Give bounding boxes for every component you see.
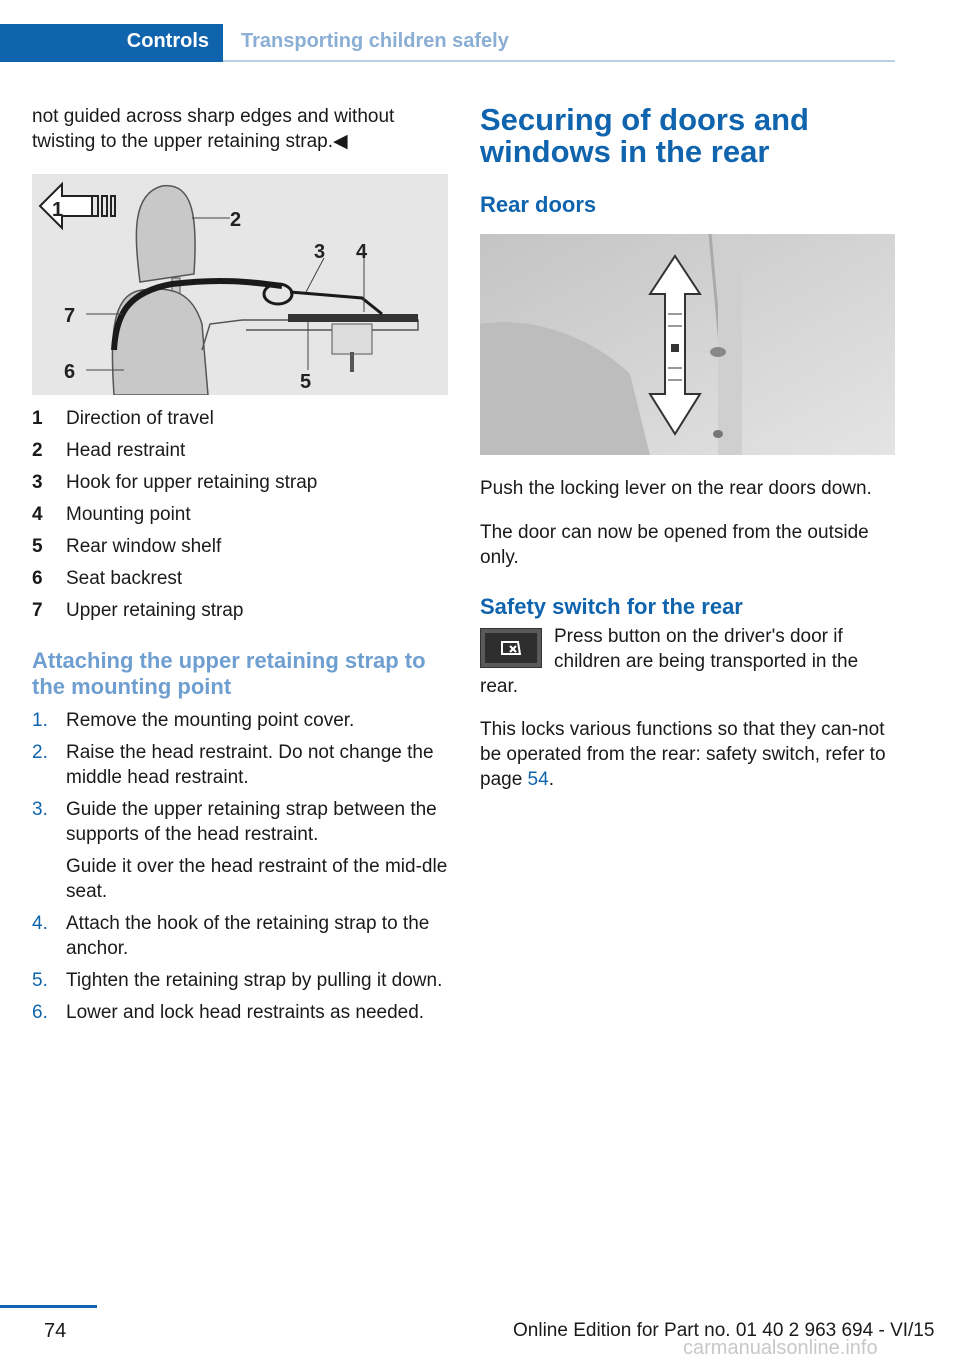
step-item: 4. Attach the hook of the retaining strap to the anchor. <box>32 913 430 959</box>
step-item: 1. Remove the mounting point cover. <box>32 710 355 731</box>
legend-item: 4 Mounting point <box>32 504 191 525</box>
legend-item: 7 Upper retaining strap <box>32 600 244 621</box>
legend-item: 1 Direction of travel <box>32 408 214 429</box>
head-restraint-shape <box>136 186 195 282</box>
step-item: 6. Lower and lock head restraints as needed. <box>32 1002 425 1023</box>
page-title: Transporting children safely <box>241 30 509 52</box>
subheading-safety-switch: Safety switch for the rear <box>480 594 743 619</box>
step-item: 2. Raise the head restraint. Do not change the middle head restraint. <box>32 742 434 788</box>
diagram-label: 6 <box>64 361 76 383</box>
paragraph-press-button: Press button on the driver's door if children are being transported in the rear. <box>480 626 859 697</box>
safety-switch-block <box>480 624 896 699</box>
section-tab[interactable]: Controls <box>0 24 223 62</box>
section-heading: Attaching the upper retaining strap to the mounting point <box>32 648 426 699</box>
legend-item: 3 Hook for upper retaining strap <box>32 472 318 493</box>
rear-door-lock-photo <box>480 234 895 455</box>
page-link-54[interactable]: 54 <box>527 769 549 790</box>
paragraph-door-outside: The door can now be opened from the outside only. <box>480 522 869 568</box>
subheading-rear-doors: Rear doors <box>480 192 597 217</box>
legend-item: 5 Rear window shelf <box>32 536 222 557</box>
edition-text: Online Edition for Part no. 01 40 2 963 694 - VI/15 <box>513 1320 935 1341</box>
paragraph-locks-functions: This locks various functions so that they can‐not be operated from the rear: safety switch, refer to page 54. <box>480 719 886 790</box>
footer-bar <box>0 1305 97 1308</box>
watermark: carmanualsonline.info <box>683 1337 878 1359</box>
diagram-label: 5 <box>300 371 312 393</box>
step-item: 3. Guide the upper retaining strap between the supports of the head restraint. Guide it over the head restraint of the mid‐dle seat. <box>32 799 448 902</box>
page-number: 74 <box>44 1320 67 1342</box>
steps-list <box>32 708 448 1025</box>
figure-legend <box>32 406 448 630</box>
diagram-label: 4 <box>356 241 368 263</box>
right-column <box>480 104 896 792</box>
section-title: Securing of doors and windows in the rear <box>480 102 809 169</box>
step-item: 5. Tighten the retaining strap by pulling it down. <box>32 970 443 991</box>
diagram-label: 7 <box>64 305 76 327</box>
header-divider <box>223 60 895 62</box>
legend-item: 2 Head restraint <box>32 440 186 461</box>
legend-item: 6 Seat backrest <box>32 568 183 589</box>
diagram-label: 1 <box>52 199 64 221</box>
diagram-label: 3 <box>314 241 326 263</box>
rear-window-shelf-shape <box>202 320 418 350</box>
head-restraint-strap-diagram <box>32 174 448 395</box>
paragraph-locking-lever: Push the locking lever on the rear doors down. <box>480 478 872 499</box>
intro-paragraph: not guided across sharp edges and without twisting to the upper retaining strap.◀ <box>32 106 395 152</box>
left-column <box>32 104 448 1032</box>
safety-switch-button-icon <box>480 628 542 668</box>
diagram-label: 2 <box>230 209 242 231</box>
